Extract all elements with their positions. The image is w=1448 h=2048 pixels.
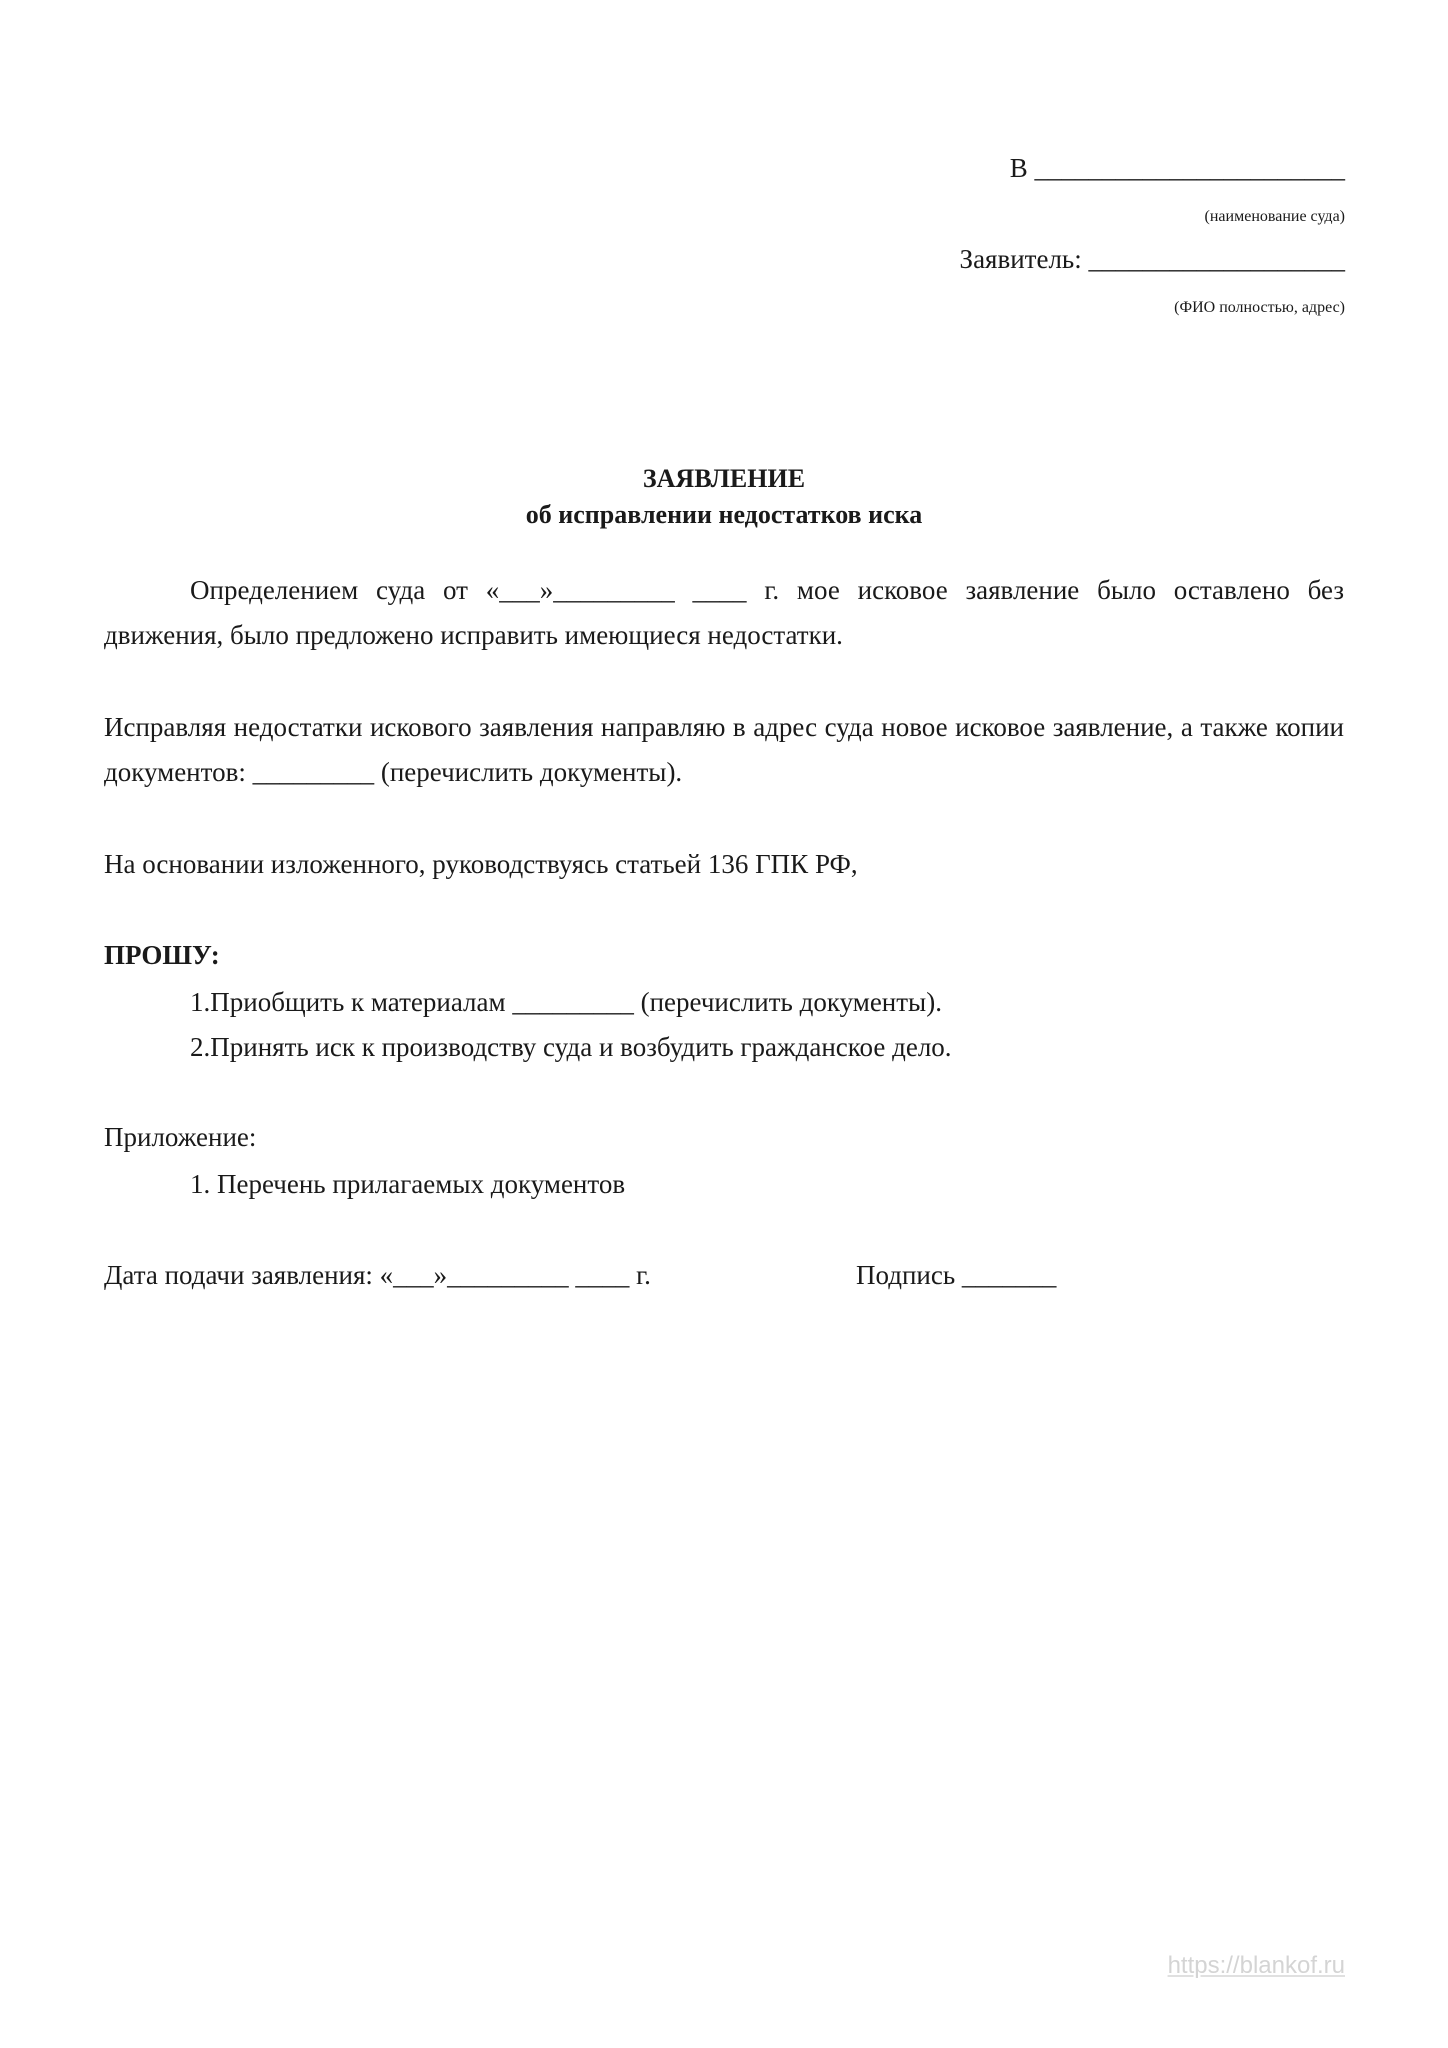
- applicant-line: Заявитель: ___________________: [959, 244, 1345, 274]
- paragraph-legal-basis: На основании изложенного, руководствуясь статьей 136 ГПК РФ,: [104, 849, 858, 879]
- paragraph-court-ruling: Определением суда от «___»_________ ____ г. мое исковое заявление было оставлено без движения, было предложено исправить имеющиеся недостатки.: [104, 575, 1344, 650]
- attachments-heading: Приложение:: [104, 1122, 257, 1152]
- request-heading: ПРОШУ:: [104, 940, 220, 970]
- paragraph-corrections: Исправляя недостатки искового заявления направляю в адрес суда новое исковое заявление, а также копии документов: _________ (перечислить документы).: [104, 712, 1344, 787]
- attachment-item: 1. Перечень прилагаемых документов: [190, 1169, 626, 1199]
- applicant-caption: (ФИО полностью, адрес): [1174, 299, 1345, 316]
- court-line: В _______________________: [1009, 153, 1345, 183]
- watermark-link[interactable]: https://blankof.ru: [1167, 1952, 1345, 1979]
- court-caption: (наименование суда): [1204, 208, 1345, 225]
- request-item: 1.Приобщить к материалам _________ (перечислить документы).: [190, 987, 942, 1017]
- document-title: ЗАЯВЛЕНИЕ: [642, 464, 806, 493]
- signature-line: Подпись _______: [856, 1260, 1057, 1290]
- request-item: 2.Принять иск к производству суда и возбудить гражданское дело.: [190, 1032, 952, 1062]
- submission-date-line: Дата подачи заявления: «___»_________ ____ г.: [104, 1260, 651, 1290]
- document-subtitle: об исправлении недостатков иска: [525, 500, 923, 529]
